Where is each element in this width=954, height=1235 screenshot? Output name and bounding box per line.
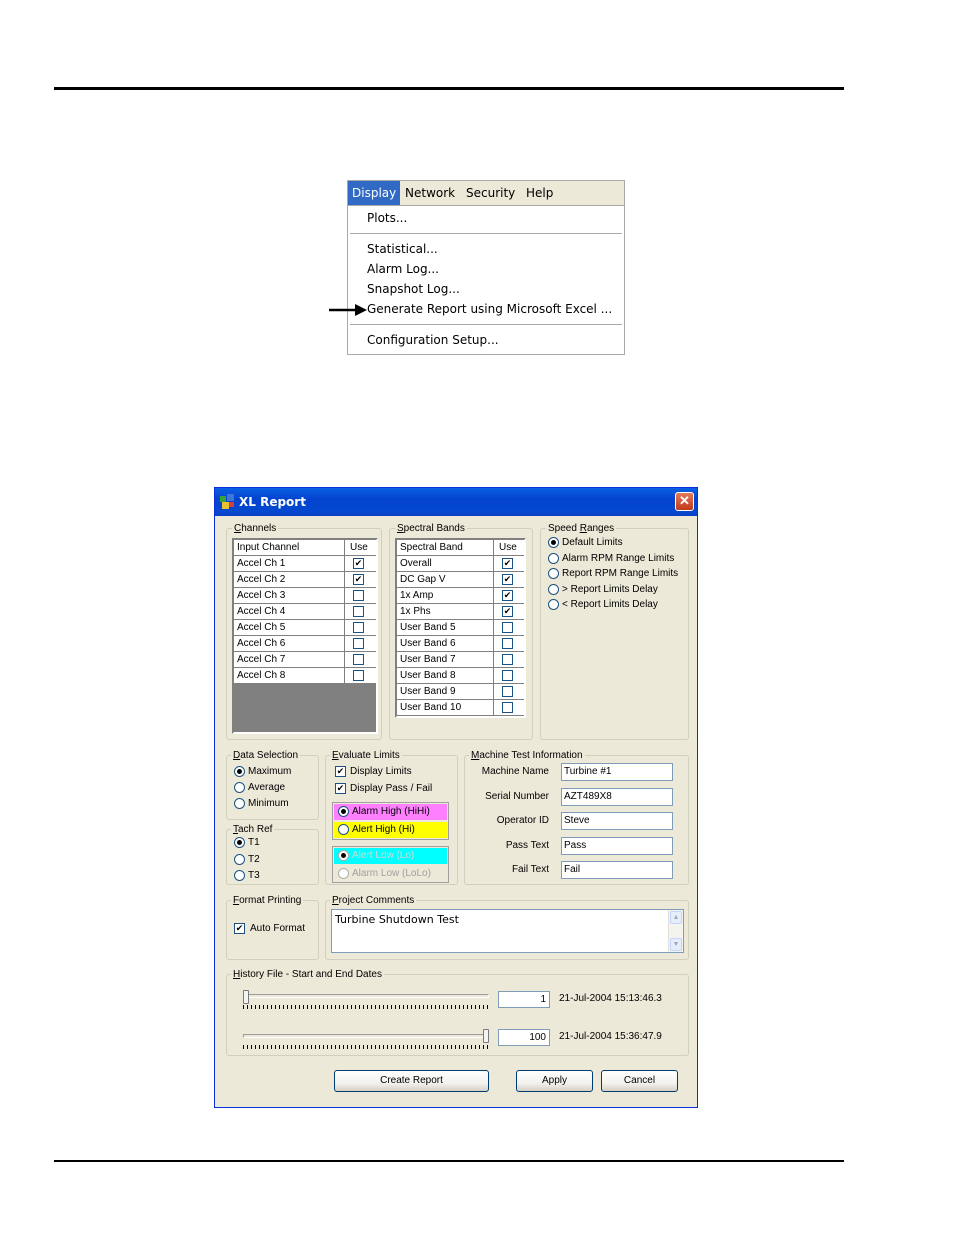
column-header-use[interactable]: Use [350,542,368,553]
machine-field-label: Serial Number [485,790,549,802]
spectral-band-use-cell [494,572,524,587]
tach-ref-option-radio[interactable] [234,837,245,848]
format-printing-group-label: Format Printing [233,895,302,906]
channel-name-cell: Accel Ch 1 [234,556,345,571]
spectral-band-use-cell [494,684,524,699]
channel-use-checkbox[interactable] [353,574,364,585]
tach-ref-option-label: T2 [248,853,260,865]
evaluate-limits-group-label: Evaluate Limits [332,750,400,761]
spectral-band-use-cell [494,668,524,683]
channel-use-cell [345,572,376,587]
alarm-high-radio[interactable] [338,806,349,817]
spectral-band-use-cell [494,620,524,635]
data-selection-option-radio[interactable] [234,766,245,777]
title-bar[interactable] [215,488,697,516]
channel-use-cell [345,588,376,603]
spectral-bands-grid[interactable] [395,538,526,718]
channel-use-cell [345,620,376,635]
machine-field-input[interactable]: Pass [561,837,673,855]
channel-use-checkbox[interactable] [353,558,364,569]
tach-ref-group-label: Tach Ref [233,824,273,835]
machine-field-label: Fail Text [511,864,549,875]
speed-range-option-label: Default Limits [562,537,623,548]
comments-scrollbar[interactable] [668,910,683,952]
machine-field-label: Machine Name [481,766,549,777]
app-icon [220,494,235,509]
start-date-label: 21-Jul-2004 15:13:46.3 [559,993,662,1004]
end-date-label: 21-Jul-2004 15:36:47.9 [559,1031,662,1042]
high-limits-box [332,802,449,840]
display-pass-fail-label: Display Pass / Fail [350,783,433,794]
tach-ref-option-radio[interactable] [234,854,245,865]
history-file-group-label: History File - Start and End Dates [233,969,382,980]
channel-use-checkbox[interactable] [353,670,364,681]
channel-name-cell: Accel Ch 4 [234,604,345,619]
channel-use-checkbox[interactable] [353,590,364,601]
spectral-band-name-cell: User Band 10 [397,700,494,715]
menu-item-snapshot-log[interactable]: Snapshot Log... [367,282,460,296]
speed-range-option-radio[interactable] [548,599,559,610]
channel-use-cell [345,556,376,571]
menu-separator [350,324,622,325]
spectral-band-row[interactable] [397,684,524,700]
spectral-band-row[interactable] [397,604,524,620]
channel-name-cell: Accel Ch 7 [234,652,345,667]
spectral-band-use-checkbox[interactable] [502,590,513,601]
machine-field-label: Pass Text [505,839,549,851]
speed-range-option-label: Report RPM Range Limits [562,568,679,579]
channel-row[interactable] [234,636,376,652]
data-selection-option-radio[interactable] [234,798,245,809]
spectral-band-use-checkbox[interactable] [502,622,513,633]
speed-range-option-label: < Report Limits Delay [562,599,658,610]
data-selection-group-label: Data Selection [233,750,299,761]
apply-button[interactable]: Apply [516,1070,593,1092]
spectral-band-row[interactable] [397,588,524,604]
spectral-band-row[interactable] [397,636,524,652]
column-header-use[interactable]: Use [499,542,517,553]
spectral-band-row[interactable] [397,556,524,572]
channel-row[interactable] [234,668,376,684]
speed-range-option-radio[interactable] [548,584,559,595]
spectral-band-row[interactable] [397,668,524,684]
menu-item-generate-report[interactable]: Generate Report using Microsoft Excel ... [367,302,613,316]
spectral-band-use-cell [494,588,524,603]
speed-range-option-radio[interactable] [548,568,559,579]
channel-use-checkbox[interactable] [353,654,364,665]
spectral-band-use-cell [494,652,524,667]
spectral-bands-group-label: Spectral Bands [397,523,465,534]
machine-field-input[interactable]: Steve [561,812,673,830]
channel-name-cell: Accel Ch 3 [234,588,345,603]
auto-format-label: Auto Format [250,923,306,934]
end-index-field[interactable]: 100 [498,1029,550,1046]
tach-ref-option-label: T3 [248,870,260,881]
spectral-band-row[interactable] [397,620,524,636]
spectral-band-use-cell [494,636,524,651]
channel-use-cell [345,652,376,667]
start-slider-thumb[interactable] [243,990,249,1004]
alarm-high-row[interactable] [334,804,447,820]
channel-row[interactable] [234,556,376,572]
menu-item-statistical[interactable]: Statistical... [367,242,438,256]
data-selection-option-label: Minimum [248,798,289,809]
machine-field-label: Operator ID [496,815,549,826]
spectral-band-use-checkbox[interactable] [502,606,513,617]
channel-name-cell: Accel Ch 5 [234,620,345,635]
spectral-band-use-checkbox[interactable] [502,654,513,665]
spectral-band-name-cell: 1x Amp [397,588,494,603]
xl-report-dialog [214,487,698,1108]
spectral-band-name-cell: Overall [397,556,494,571]
channel-row[interactable] [234,620,376,636]
footer-rule [54,1160,844,1162]
spectral-band-row[interactable] [397,700,524,716]
menu-network[interactable]: Network [405,186,456,200]
channel-row[interactable] [234,588,376,604]
machine-test-info-group-label: Machine Test Information [471,750,583,761]
display-limits-checkbox[interactable] [335,766,346,777]
project-comments-text: Turbine Shutdown Test [335,913,459,926]
channel-use-checkbox[interactable] [353,606,364,617]
machine-field-input[interactable]: Fail [561,861,673,879]
create-report-button[interactable]: Create Report [334,1070,489,1092]
header-rule [54,87,844,90]
spectral-band-use-cell [494,556,524,571]
spectral-band-name-cell: User Band 5 [397,620,494,635]
alarm-low-label: Alarm Low (LoLo) [352,868,431,879]
display-limits-label: Display Limits [350,766,412,777]
alarm-high-label: Alarm High (HiHi) [352,806,430,817]
spectral-band-use-checkbox[interactable] [502,558,513,569]
alarm-low-row [334,866,447,882]
speed-range-option-label: Alarm RPM Range Limits [562,552,675,564]
spectral-band-name-cell: User Band 6 [397,636,494,651]
alarm-low-radio [338,868,349,879]
column-header-input-channel[interactable]: Input Channel [234,540,345,555]
channel-name-cell: Accel Ch 6 [234,636,345,651]
spectral-band-use-cell [494,604,524,619]
scroll-up-icon[interactable]: ▲ [670,911,682,924]
project-comments-group-label: Project Comments [332,895,415,906]
spectral-band-use-cell [494,700,524,715]
spectral-band-row[interactable] [397,652,524,668]
channel-row[interactable] [234,572,376,588]
alert-high-radio[interactable] [338,824,349,835]
channel-name-cell: Accel Ch 2 [234,572,345,587]
spectral-band-name-cell: User Band 9 [397,684,494,699]
project-comments-textarea[interactable] [331,909,684,953]
alert-high-row[interactable] [334,822,447,838]
spectral-band-use-checkbox[interactable] [502,574,513,585]
data-selection-option-label: Average [248,782,286,793]
spectral-band-use-checkbox[interactable] [502,686,513,697]
channel-row[interactable] [234,604,376,620]
data-selection-option-label: Maximum [248,766,292,777]
channels-group-label: Channels [234,523,277,534]
menu-item-plots[interactable]: Plots... [367,211,408,225]
channels-grid[interactable] [232,538,378,734]
pointer-arrow-icon [329,303,367,317]
channel-use-cell [345,668,376,683]
speed-range-option-label: > Report Limits Delay [562,583,658,595]
spectral-band-name-cell: User Band 7 [397,652,494,667]
column-header-spectral-band[interactable]: Spectral Band [397,540,494,555]
channel-use-checkbox[interactable] [353,638,364,649]
channel-use-cell [345,604,376,619]
spectral-grid-header [397,540,524,556]
machine-field-input[interactable]: Turbine #1 [561,763,673,781]
dialog-title: XL Report [239,495,306,509]
channel-use-checkbox[interactable] [353,622,364,633]
end-slider[interactable] [241,1026,491,1050]
speed-ranges-group-label: Speed Ranges [548,523,615,534]
alert-low-row [334,848,447,864]
channel-row[interactable] [234,652,376,668]
menu-separator [350,233,622,234]
close-icon: ✕ [679,493,690,508]
scroll-down-icon[interactable]: ▼ [670,938,682,951]
display-menu [347,180,625,355]
spectral-band-use-checkbox[interactable] [502,702,513,713]
channel-name-cell: Accel Ch 8 [234,668,345,683]
speed-range-option-radio[interactable] [548,553,559,564]
menu-bar [348,181,624,206]
menu-help[interactable]: Help [526,186,554,200]
speed-range-option-radio[interactable] [548,537,559,548]
spectral-band-use-checkbox[interactable] [502,670,513,681]
spectral-band-row[interactable] [397,572,524,588]
menu-item-configuration-setup[interactable]: Configuration Setup... [367,333,499,347]
end-slider-thumb[interactable] [483,1029,489,1043]
start-index-field[interactable]: 1 [498,991,550,1008]
cancel-button[interactable]: Cancel [601,1070,678,1092]
channels-grid-header [234,540,376,556]
spectral-band-name-cell: 1x Phs [397,604,494,619]
alert-low-radio [338,850,349,861]
alert-high-label: Alert High (Hi) [352,824,415,835]
menu-security[interactable]: Security [466,186,516,200]
spectral-band-name-cell: DC Gap V [397,572,494,587]
machine-field-input[interactable]: AZT489X8 [561,788,673,806]
close-button[interactable] [675,492,694,511]
auto-format-checkbox[interactable] [234,923,245,934]
channel-use-cell [345,636,376,651]
start-slider[interactable] [241,988,491,1012]
menu-item-alarm-log[interactable]: Alarm Log... [367,262,439,276]
tach-ref-option-label: T1 [248,837,260,848]
alert-low-label: Alert Low (Lo) [352,850,415,861]
low-limits-box [332,846,449,883]
spectral-band-name-cell: User Band 8 [397,668,494,683]
spectral-band-use-checkbox[interactable] [502,638,513,649]
display-pass-fail-checkbox[interactable] [335,783,346,794]
menu-display[interactable]: Display [348,181,400,205]
tach-ref-option-radio[interactable] [234,870,245,881]
data-selection-option-radio[interactable] [234,782,245,793]
